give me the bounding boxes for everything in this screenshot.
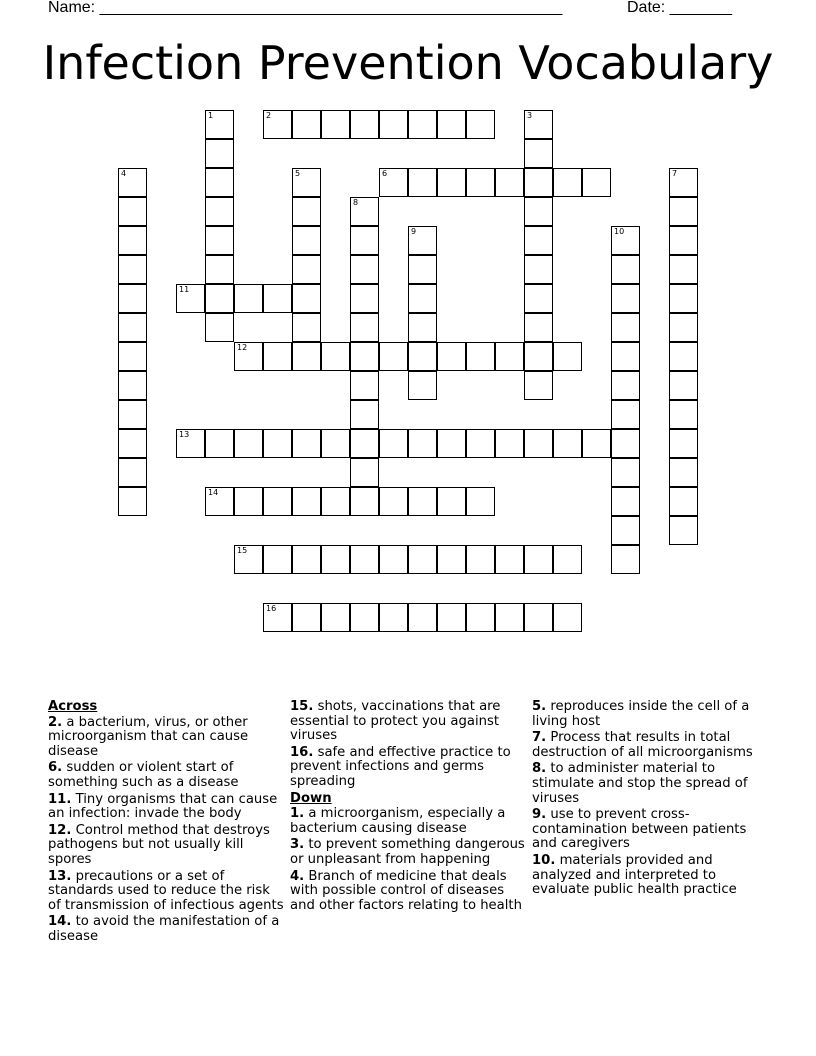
grid-cell bbox=[234, 545, 263, 574]
clue-number-label: 9. bbox=[532, 807, 547, 823]
grid-cell bbox=[321, 545, 350, 574]
grid-cell bbox=[176, 429, 205, 458]
grid-cell bbox=[350, 458, 379, 487]
grid-cell bbox=[524, 110, 553, 139]
clue-number-label: 1. bbox=[290, 806, 305, 822]
clue-text: precautions or a set of standards used to reduce the risk of transmission of infectious agents bbox=[48, 868, 284, 913]
grid-cell bbox=[263, 429, 292, 458]
grid-cell bbox=[524, 371, 553, 400]
grid-cell bbox=[611, 284, 640, 313]
grid-cell bbox=[118, 429, 147, 458]
grid-cell bbox=[408, 342, 437, 371]
grid-cell bbox=[118, 284, 147, 313]
grid-cell bbox=[524, 197, 553, 226]
grid-cell bbox=[611, 371, 640, 400]
grid-cell bbox=[611, 313, 640, 342]
clue-text: sudden or violent start of something such as a disease bbox=[48, 760, 239, 790]
grid-cell bbox=[495, 603, 524, 632]
grid-cell bbox=[205, 487, 234, 516]
grid-cell bbox=[466, 168, 495, 197]
clue-number-label: 13. bbox=[48, 868, 72, 884]
clue-number: 7 bbox=[672, 169, 678, 178]
clue-text: shots, vaccinations that are essential to protect you against viruses bbox=[290, 699, 501, 744]
grid-cell bbox=[408, 429, 437, 458]
grid-cell bbox=[292, 110, 321, 139]
grid-cell bbox=[205, 139, 234, 168]
clue-number-label: 10. bbox=[532, 852, 556, 868]
clue-text: to administer material to stimulate and stop the spread of viruses bbox=[532, 761, 748, 806]
grid-cell bbox=[408, 284, 437, 313]
grid-cell bbox=[466, 429, 495, 458]
grid-cell bbox=[553, 545, 582, 574]
clue-text: a microorganism, especially a bacterium causing disease bbox=[290, 806, 506, 836]
clue-item bbox=[532, 854, 762, 898]
grid-cell bbox=[669, 255, 698, 284]
grid-cell bbox=[437, 487, 466, 516]
clues-column-2 bbox=[290, 700, 528, 915]
grid-cell bbox=[495, 168, 524, 197]
clue-number: 14 bbox=[208, 488, 219, 497]
grid-cell bbox=[408, 110, 437, 139]
clue-number: 6 bbox=[382, 169, 388, 178]
grid-cell bbox=[611, 516, 640, 545]
clue-text: Process that results in total destruction of all microorganisms bbox=[532, 730, 753, 760]
grid-cell bbox=[408, 255, 437, 284]
grid-cell bbox=[118, 226, 147, 255]
clue-item bbox=[290, 746, 528, 790]
clue-number-label: 14. bbox=[48, 914, 72, 930]
grid-cell bbox=[611, 458, 640, 487]
grid-cell bbox=[611, 545, 640, 574]
grid-cell bbox=[350, 342, 379, 371]
grid-cell bbox=[408, 313, 437, 342]
grid-cell bbox=[118, 371, 147, 400]
clue-item bbox=[48, 870, 286, 914]
grid-cell bbox=[350, 603, 379, 632]
clue-number: 5 bbox=[295, 169, 301, 178]
clue-text: a bacterium, virus, or other microorganism that can cause disease bbox=[48, 714, 249, 759]
grid-cell bbox=[321, 110, 350, 139]
clue-number-label: 3. bbox=[290, 837, 305, 853]
clue-number: 1 bbox=[208, 111, 214, 120]
grid-cell bbox=[118, 342, 147, 371]
grid-cell bbox=[321, 603, 350, 632]
clue-number: 12 bbox=[237, 343, 248, 352]
grid-cell bbox=[234, 284, 263, 313]
clue-item bbox=[532, 762, 762, 806]
grid-cell bbox=[669, 400, 698, 429]
grid-cell bbox=[350, 110, 379, 139]
clue-item bbox=[48, 761, 286, 790]
grid-cell bbox=[292, 255, 321, 284]
grid-cell bbox=[263, 110, 292, 139]
clue-text: use to prevent cross-contamination between patients and caregivers bbox=[532, 807, 747, 852]
clue-item bbox=[48, 716, 286, 760]
grid-cell bbox=[379, 487, 408, 516]
grid-cell bbox=[408, 487, 437, 516]
clue-item bbox=[532, 731, 762, 760]
grid-cell bbox=[292, 342, 321, 371]
grid-cell bbox=[669, 226, 698, 255]
grid-cell bbox=[466, 545, 495, 574]
clue-number: 10 bbox=[614, 227, 625, 236]
grid-cell bbox=[118, 168, 147, 197]
grid-cell bbox=[553, 603, 582, 632]
clue-text: Control method that destroys pathogens but not usually kill spores bbox=[48, 822, 270, 867]
grid-cell bbox=[408, 371, 437, 400]
grid-cell bbox=[350, 371, 379, 400]
grid-cell bbox=[118, 400, 147, 429]
grid-cell bbox=[553, 429, 582, 458]
grid-cell bbox=[263, 284, 292, 313]
grid-cell bbox=[611, 226, 640, 255]
down-heading: Down bbox=[290, 790, 332, 806]
grid-cell bbox=[437, 342, 466, 371]
grid-cell bbox=[466, 603, 495, 632]
grid-cell bbox=[669, 313, 698, 342]
grid-cell bbox=[437, 429, 466, 458]
grid-cell bbox=[350, 429, 379, 458]
grid-cell bbox=[205, 313, 234, 342]
clue-item bbox=[532, 700, 762, 729]
grid-cell bbox=[379, 545, 408, 574]
grid-cell bbox=[524, 545, 553, 574]
grid-cell bbox=[379, 603, 408, 632]
clue-number: 8 bbox=[353, 198, 359, 207]
grid-cell bbox=[611, 342, 640, 371]
grid-cell bbox=[263, 545, 292, 574]
clues-column-3 bbox=[532, 700, 762, 900]
grid-cell bbox=[379, 110, 408, 139]
clue-item bbox=[290, 870, 528, 914]
grid-cell bbox=[118, 255, 147, 284]
across-heading: Across bbox=[48, 699, 98, 714]
grid-cell bbox=[292, 226, 321, 255]
grid-cell bbox=[408, 545, 437, 574]
grid-cell bbox=[408, 168, 437, 197]
clue-number-label: 6. bbox=[48, 760, 63, 776]
clue-text: Tiny organisms that can cause an infection: invade the body bbox=[48, 791, 278, 822]
grid-cell bbox=[669, 516, 698, 545]
grid-cell bbox=[234, 342, 263, 371]
grid-cell bbox=[466, 487, 495, 516]
grid-cell bbox=[350, 545, 379, 574]
grid-cell bbox=[263, 487, 292, 516]
date-field-label: Date: _______ bbox=[627, 0, 732, 16]
grid-cell bbox=[437, 168, 466, 197]
page-title: Infection Prevention Vocabulary bbox=[42, 36, 774, 90]
grid-cell bbox=[205, 110, 234, 139]
grid-cell bbox=[292, 545, 321, 574]
grid-cell bbox=[205, 255, 234, 284]
clue-number-label: 7. bbox=[532, 730, 547, 746]
grid-cell bbox=[205, 226, 234, 255]
clue-text: Branch of medicine that deals with possible control of diseases and other factors relating to health bbox=[290, 868, 522, 913]
clue-number: 13 bbox=[179, 430, 190, 439]
grid-cell bbox=[205, 284, 234, 313]
grid-cell bbox=[350, 197, 379, 226]
grid-cell bbox=[495, 342, 524, 371]
clue-number-label: 2. bbox=[48, 714, 63, 730]
grid-cell bbox=[669, 458, 698, 487]
grid-cell bbox=[466, 342, 495, 371]
grid-cell bbox=[205, 429, 234, 458]
grid-cell bbox=[524, 255, 553, 284]
grid-cell bbox=[321, 342, 350, 371]
clue-number: 9 bbox=[411, 227, 417, 236]
grid-cell bbox=[292, 168, 321, 197]
grid-cell bbox=[524, 284, 553, 313]
clue-text: materials provided and analyzed and interpreted to evaluate public health practice bbox=[532, 852, 737, 898]
clue-number-label: 16. bbox=[290, 744, 314, 760]
grid-cell bbox=[321, 429, 350, 458]
grid-cell bbox=[466, 110, 495, 139]
grid-cell bbox=[669, 487, 698, 516]
clue-item bbox=[290, 838, 528, 867]
grid-cell bbox=[437, 545, 466, 574]
grid-cell bbox=[669, 284, 698, 313]
clue-text: to prevent something dangerous or unpleasant from happening bbox=[290, 837, 525, 867]
grid-cell bbox=[669, 342, 698, 371]
grid-cell bbox=[176, 284, 205, 313]
clue-item bbox=[48, 824, 286, 868]
clue-number-label: 8. bbox=[532, 761, 547, 777]
grid-cell bbox=[669, 168, 698, 197]
clue-number-label: 5. bbox=[532, 699, 547, 714]
clue-number-label: 12. bbox=[48, 822, 72, 838]
grid-cell bbox=[669, 371, 698, 400]
grid-cell bbox=[292, 603, 321, 632]
clue-text: reproduces inside the cell of a living host bbox=[532, 699, 750, 729]
grid-cell bbox=[408, 603, 437, 632]
grid-cell bbox=[408, 226, 437, 255]
grid-cell bbox=[118, 197, 147, 226]
grid-cell bbox=[524, 429, 553, 458]
clue-item bbox=[48, 793, 286, 822]
grid-cell bbox=[553, 342, 582, 371]
grid-cell bbox=[669, 429, 698, 458]
clue-number-label: 4. bbox=[290, 868, 305, 884]
grid-cell bbox=[437, 603, 466, 632]
clue-item bbox=[48, 915, 286, 944]
grid-cell bbox=[379, 429, 408, 458]
clue-number-label: 15. bbox=[290, 699, 314, 714]
grid-cell bbox=[611, 429, 640, 458]
name-field-label: Name: ____________________________________________________ bbox=[48, 0, 563, 16]
clue-item bbox=[290, 700, 528, 744]
grid-cell bbox=[437, 110, 466, 139]
grid-cell bbox=[292, 313, 321, 342]
grid-cell bbox=[292, 197, 321, 226]
grid-cell bbox=[205, 168, 234, 197]
clue-number: 2 bbox=[266, 111, 272, 120]
grid-cell bbox=[234, 487, 263, 516]
grid-cell bbox=[350, 226, 379, 255]
grid-cell bbox=[524, 168, 553, 197]
grid-cell bbox=[118, 313, 147, 342]
clue-number: 4 bbox=[121, 169, 127, 178]
grid-cell bbox=[524, 603, 553, 632]
grid-cell bbox=[582, 168, 611, 197]
clue-number: 3 bbox=[527, 111, 533, 120]
grid-cell bbox=[524, 313, 553, 342]
grid-cell bbox=[321, 487, 350, 516]
clue-number: 11 bbox=[179, 285, 190, 294]
grid-cell bbox=[611, 487, 640, 516]
grid-cell bbox=[582, 429, 611, 458]
grid-cell bbox=[379, 168, 408, 197]
grid-cell bbox=[524, 226, 553, 255]
grid-cell bbox=[292, 429, 321, 458]
grid-cell bbox=[524, 342, 553, 371]
clue-number: 15 bbox=[237, 546, 248, 555]
grid-cell bbox=[350, 284, 379, 313]
grid-cell bbox=[350, 487, 379, 516]
clue-item bbox=[532, 808, 762, 852]
grid-cell bbox=[118, 458, 147, 487]
clue-number-label: 11. bbox=[48, 791, 72, 807]
grid-cell bbox=[350, 400, 379, 429]
grid-cell bbox=[495, 429, 524, 458]
grid-cell bbox=[292, 284, 321, 313]
clue-item bbox=[290, 807, 528, 836]
grid-cell bbox=[234, 429, 263, 458]
grid-cell bbox=[263, 603, 292, 632]
grid-cell bbox=[379, 342, 408, 371]
clue-number: 16 bbox=[266, 604, 277, 613]
clues-column-1 bbox=[48, 700, 286, 947]
grid-cell bbox=[611, 255, 640, 284]
grid-cell bbox=[350, 313, 379, 342]
grid-cell bbox=[118, 487, 147, 516]
grid-cell bbox=[263, 342, 292, 371]
grid-cell bbox=[205, 197, 234, 226]
grid-cell bbox=[553, 168, 582, 197]
clue-text: safe and effective practice to prevent infections and germs spreading bbox=[290, 744, 511, 789]
grid-cell bbox=[350, 255, 379, 284]
grid-cell bbox=[524, 139, 553, 168]
grid-cell bbox=[669, 197, 698, 226]
grid-cell bbox=[611, 400, 640, 429]
grid-cell bbox=[292, 487, 321, 516]
grid-cell bbox=[495, 545, 524, 574]
clue-text: to avoid the manifestation of a disease bbox=[48, 914, 280, 944]
